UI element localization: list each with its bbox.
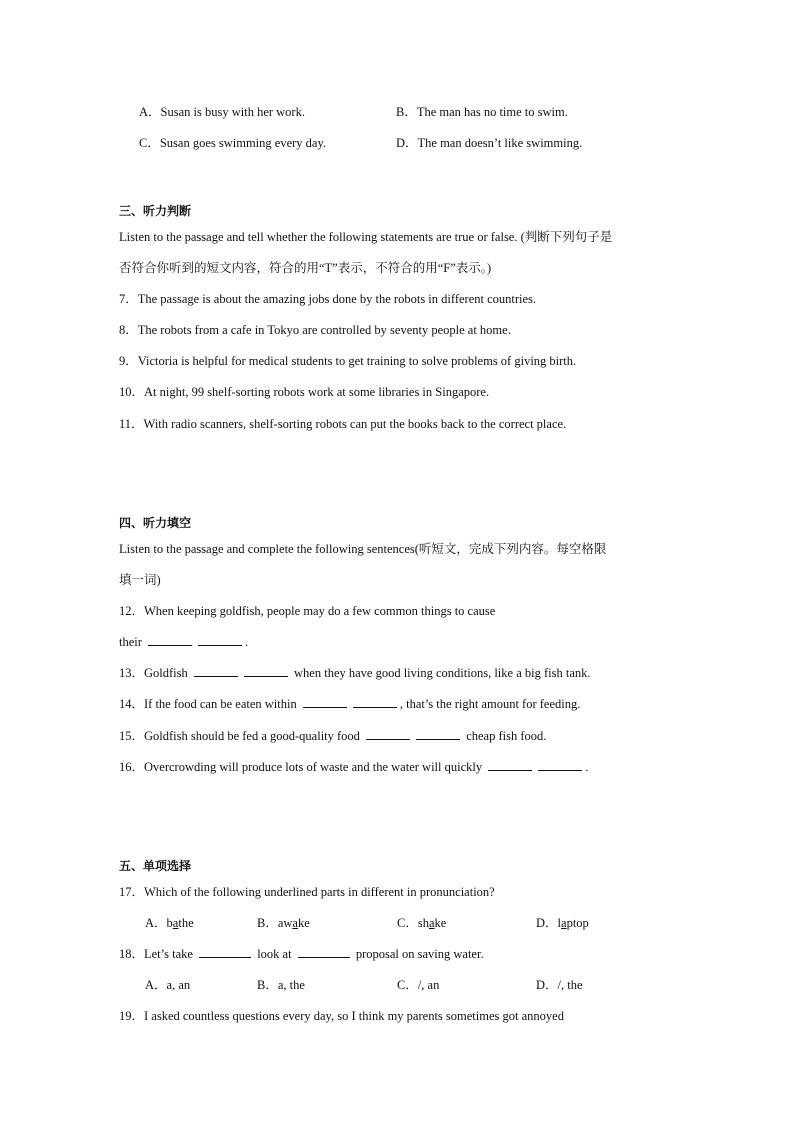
- q12-text-post: .: [245, 635, 249, 649]
- question-16: [119, 759, 588, 775]
- answer-blank-q15-2[interactable]: [416, 728, 460, 740]
- question-14: [119, 696, 580, 712]
- q16-text-post: .: [585, 760, 589, 774]
- q17-option-a: A．bathe: [145, 916, 194, 930]
- section4-instruction-line2: 填一词): [119, 573, 161, 587]
- q18-option-d: D．/, the: [536, 978, 583, 992]
- q6-option-d: D．The man doesn’t like swimming.: [396, 136, 583, 150]
- question-18: [119, 946, 484, 962]
- question-12-line1: 12．When keeping goldfish, people may do a few common things to cause: [119, 604, 496, 618]
- q18-option-a: A．a, an: [145, 978, 191, 992]
- question-12-line2: [119, 634, 248, 650]
- section3-instruction-line1: Listen to the passage and tell whether the following statements are true or false. (判断下列句子是: [119, 230, 613, 244]
- answer-blank-q12-2[interactable]: [198, 634, 242, 646]
- answer-blank-q18-2[interactable]: [298, 946, 350, 958]
- answer-blank-q14-2[interactable]: [353, 696, 397, 708]
- q12-text-pre: their: [119, 635, 142, 649]
- q18-text-mid: look at: [257, 947, 292, 961]
- answer-blank-q14-1[interactable]: [303, 696, 347, 708]
- answer-blank-q15-1[interactable]: [366, 728, 410, 740]
- section4-heading: 四、听力填空: [119, 516, 192, 530]
- section3-instruction-line2: 否符合你听到的短文内容，符合的用“T”表示，不符合的用“F”表示。): [119, 261, 492, 275]
- section5-heading: 五、单项选择: [119, 859, 192, 873]
- section3-heading: 三、听力判断: [119, 204, 192, 218]
- question-17: 17．Which of the following underlined parts in different in pronunciation?: [119, 885, 495, 899]
- q13-text-post: when they have good living conditions, like a big fish tank.: [294, 666, 591, 680]
- q17-option-b: B．awake: [257, 916, 310, 930]
- q18-text-pre: 18．Let’s take: [119, 947, 193, 961]
- question-9: 9．Victoria is helpful for medical students to get training to solve problems of giving birth.: [119, 354, 577, 368]
- q16-text-pre: 16．Overcrowding will produce lots of waste and the water will quickly: [119, 760, 483, 774]
- question-15: [119, 728, 546, 744]
- q18-option-c: C．/, an: [397, 978, 440, 992]
- question-7: 7．The passage is about the amazing jobs done by the robots in different countries.: [119, 292, 537, 306]
- q6-option-b: B．The man has no time to swim.: [396, 105, 568, 119]
- question-19: 19．I asked countless questions every day, so I think my parents sometimes got annoyed: [119, 1009, 564, 1023]
- question-10: 10．At night, 99 shelf-sorting robots work at some libraries in Singapore.: [119, 385, 490, 399]
- q14-text-pre: 14．If the food can be eaten within: [119, 697, 297, 711]
- answer-blank-q13-2[interactable]: [244, 665, 288, 677]
- q6-option-c: C．Susan goes swimming every day.: [139, 136, 327, 150]
- question-11: 11．With radio scanners, shelf-sorting robots can put the books back to the correct place.: [119, 417, 567, 431]
- q17-option-c: C．shake: [397, 916, 447, 930]
- q18-option-b: B．a, the: [257, 978, 305, 992]
- q17-option-d: D．laptop: [536, 916, 589, 930]
- q15-text-post: cheap fish food.: [466, 729, 547, 743]
- answer-blank-q18-1[interactable]: [199, 946, 251, 958]
- q6-option-a: A．Susan is busy with her work.: [139, 105, 305, 119]
- answer-blank-q13-1[interactable]: [194, 665, 238, 677]
- q18-text-post: proposal on saving water.: [355, 947, 484, 961]
- question-13: [119, 665, 591, 681]
- answer-blank-q16-2[interactable]: [538, 759, 582, 771]
- section4-instruction-line1: Listen to the passage and complete the following sentences(听短文，完成下列内容。每空格限: [119, 542, 607, 556]
- q15-text-pre: 15．Goldfish should be fed a good-quality food: [119, 729, 360, 743]
- answer-blank-q12-1[interactable]: [148, 634, 192, 646]
- q14-text-post: , that’s the right amount for feeding.: [399, 697, 581, 711]
- question-8: 8．The robots from a cafe in Tokyo are controlled by seventy people at home.: [119, 323, 511, 337]
- answer-blank-q16-1[interactable]: [488, 759, 532, 771]
- q13-text-pre: 13．Goldfish: [119, 666, 188, 680]
